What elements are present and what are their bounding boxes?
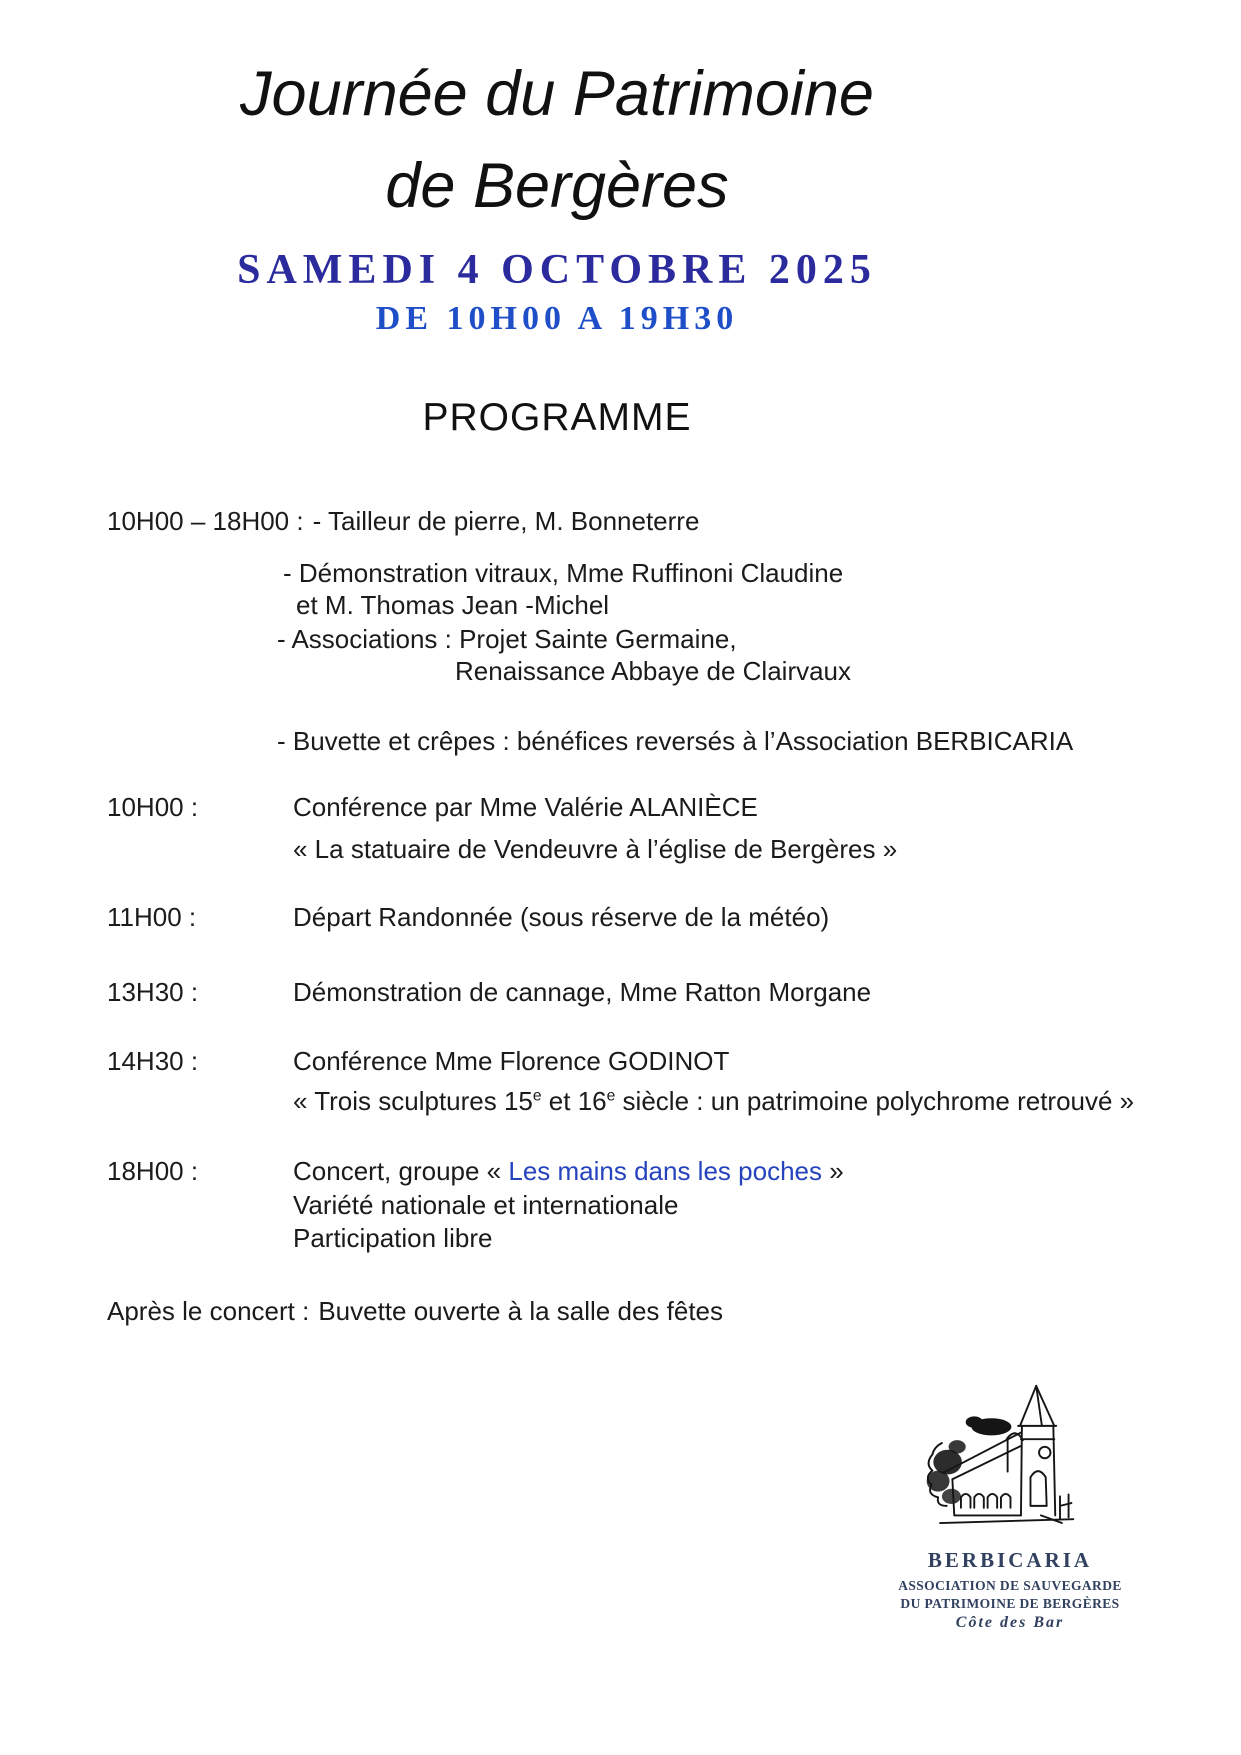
event-text: Conférence par Mme Valérie ALANIÈCE (293, 792, 758, 822)
event-text: Buvette ouverte à la salle des fêtes (318, 1296, 724, 1326)
schedule-line (107, 506, 699, 537)
time-label: Après le concert : (107, 1296, 310, 1326)
event-hours: DE 10H00 A 19H30 (375, 300, 739, 337)
event-text-segment: et 16 (541, 1086, 607, 1116)
event-text: et M. Thomas Jean -Michel (296, 590, 610, 620)
time-label: 14H30 : (107, 1046, 199, 1076)
event-text: Variété nationale et internationale (293, 1190, 679, 1220)
pushpin-icon (66, 782, 108, 828)
event-text-segment: siècle : un patrimoine polychrome retrouvé » (615, 1086, 1135, 1116)
event-text-segment: « Trois sculptures 15 (293, 1086, 533, 1116)
association-region: Côte des Bar (955, 1614, 1065, 1631)
superscript-e: e (606, 1087, 616, 1105)
band-name-link[interactable]: Les mains dans les poches (508, 1156, 822, 1186)
pushpin-icon (66, 1286, 108, 1332)
programme-heading: PROGRAMME (422, 396, 692, 439)
event-text: Départ Randonnée (sous réserve de la météo) (293, 902, 830, 932)
pushpin-icon (58, 496, 100, 542)
association-subtitle-line1: ASSOCIATION DE SAUVEGARDE (898, 1578, 1122, 1593)
event-text: Conférence Mme Florence GODINOT (293, 1046, 730, 1076)
church-sketch-image (900, 1380, 1100, 1547)
schedule-line (107, 1296, 723, 1327)
event-text: - Tailleur de pierre, M. Bonneterre (312, 506, 700, 536)
event-text (293, 1086, 1134, 1117)
event-text-segment: » (821, 1156, 844, 1186)
time-label: 11H00 : (107, 902, 197, 932)
event-text-segment: Concert, groupe « (293, 1156, 509, 1186)
page-title-line1: Journée du Patrimoine (240, 59, 874, 129)
event-text: Démonstration de cannage, Mme Ratton Morgane (293, 977, 872, 1007)
time-label: 13H30 : (107, 977, 199, 1007)
association-subtitle-line2: DU PATRIMOINE DE BERGÈRES (900, 1596, 1120, 1611)
pushpin-icon (66, 1146, 108, 1192)
time-label: 18H00 : (107, 1156, 199, 1186)
event-text: - Buvette et crêpes : bénéfices reversés à l’Association BERBICARIA (277, 726, 1074, 756)
event-text: - Démonstration vitraux, Mme Ruffinoni Claudine (283, 558, 844, 588)
event-date: SAMEDI 4 OCTOBRE 2025 (237, 247, 877, 293)
page-title-line2: de Bergères (385, 151, 729, 221)
pushpin-icon (66, 892, 108, 938)
pushpin-icon (66, 1036, 108, 1082)
event-text: Participation libre (293, 1223, 493, 1253)
event-text (293, 1156, 844, 1187)
time-label: 10H00 – 18H00 : (107, 506, 304, 536)
superscript-e: e (532, 1087, 542, 1105)
event-text: « La statuaire de Vendeuvre à l’église de Bergères » (293, 834, 898, 864)
pushpin-icon (66, 967, 108, 1013)
association-name: BERBICARIA (927, 1548, 1093, 1572)
time-label: 10H00 : (107, 792, 199, 822)
page-title (0, 48, 1114, 232)
event-text: - Associations : Projet Sainte Germaine, (277, 624, 737, 654)
event-text: Renaissance Abbaye de Clairvaux (455, 656, 852, 686)
